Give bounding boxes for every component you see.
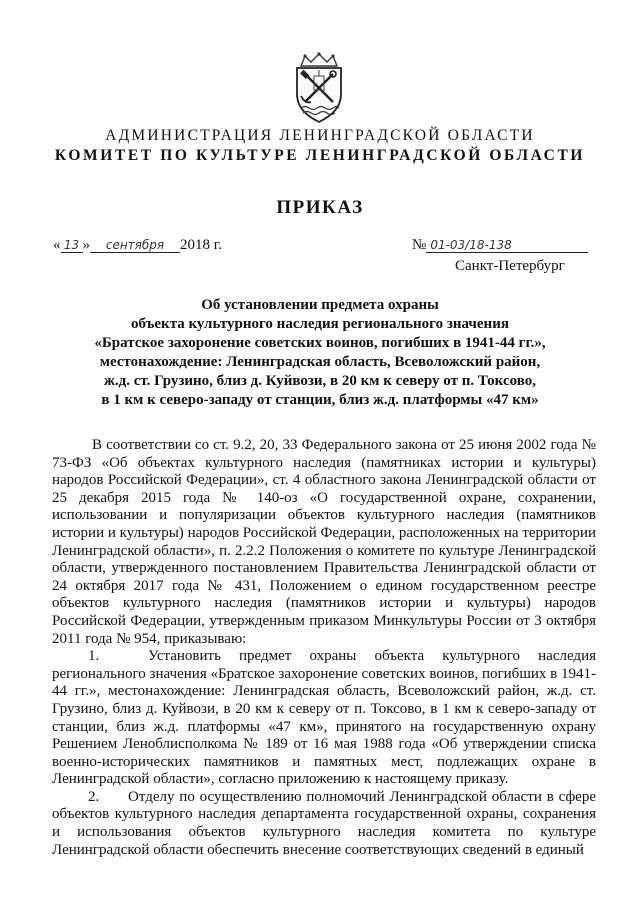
title-line: в 1 км к северо-западу от станции, близ ж.д. платформы «47 км» (101, 392, 539, 408)
date-open-quote: « (53, 237, 61, 253)
order-item-2 (52, 789, 596, 859)
item-number: 1. (88, 648, 100, 665)
item-text: Установить предмет охраны объекта культурного наследия регионального значения «Братское захоронение советских воинов, погибших в 1941-44 гг.», местонахождение: Ленинградская область, Всеволожский район, ж.д. ст. Грузино, близ д. Куйвози, в 20 км к северу от п. Токсово, в 1 км к северо-западу от станции, близ ж.д. платформы «47 км», принятого на государственную охрану Решением Леноблисполкома № 189 от 16 мая 1988 года «Об утверждении списка военно-исторических памятников и памятных мест, подлежащих охране в Ленинградской области», согласно приложению к настоящему приказу. (52, 648, 596, 788)
document-date (53, 237, 222, 254)
date-day: 13 (61, 238, 83, 253)
coat-of-arms-icon (291, 52, 347, 124)
document-number (412, 237, 588, 254)
title-line: Об установлении предмета охраны (201, 297, 439, 313)
committee-title: КОМИТЕТ ПО КУЛЬТУРЕ ЛЕНИНГРАДСКОЙ ОБЛАСТИ (54, 147, 586, 164)
title-line: «Братское захоронение советских воинов, погибших в 1941-44 гг.», (94, 335, 546, 351)
item-number: 2. (88, 788, 100, 805)
item-text: Отделу по осуществлению полномочий Ленинградской области в сфере объектов культурного наследия департамента государственной охраны, сохранения и использования объектов культурного наследия комитета по культуре Ленинградской области обеспечить внесение соответствующих сведений в единый (52, 788, 596, 858)
number-value: 01-03/18-138 (426, 238, 588, 253)
administration-title: АДМИНИСТРАЦИЯ ЛЕНИНГРАДСКОЙ ОБЛАСТИ (105, 127, 535, 144)
title-line: местонахождение: Ленинградская область, Всеволожский район, (99, 354, 541, 370)
date-close-quote: » (82, 237, 90, 253)
title-line: ж.д. ст. Грузино, близ д. Куйвози, в 20 км к северу от п. Токсово, (104, 373, 536, 389)
title-line: объекта культурного наследия регионального значения (131, 316, 509, 332)
intro-paragraph: В соответствии со ст. 9.2, 20, 33 Федерального закона от 25 июня 2002 года № 73-ФЗ «Об объектах культурного наследия (памятниках истории и культуры) народов Российской Федерации», ст. 4 областного закона Ленинградской области от 25 декабря 2015 года № 140-оз «О государственной охране, сохранении, использовании и популяризации объектов культурного наследия (памятников истории и культуры) народов Российской Федерации, расположенных на территории Ленинградской области», п. 2.2.2 Положения о комитете по культуре Ленинградской области, утвержденного постановлением Правительства Ленинградской области от 24 октября 2017 года № 431, Положением о едином государственном реестре объектов культурного наследия (памятников истории и культуры) народов Российской Федерации, утвержденным приказом Минкультуры России от 3 октября 2011 года № 954, приказываю: (52, 437, 596, 647)
date-year: 2018 г. (180, 237, 222, 253)
document-body (52, 437, 596, 859)
document-title (40, 296, 600, 410)
number-prefix: № (412, 237, 427, 253)
document-type-heading: ПРИКАЗ (276, 197, 364, 218)
order-item-1 (52, 648, 596, 789)
date-month: сентября (90, 238, 180, 253)
document-city: Санкт-Петербург (455, 258, 565, 274)
